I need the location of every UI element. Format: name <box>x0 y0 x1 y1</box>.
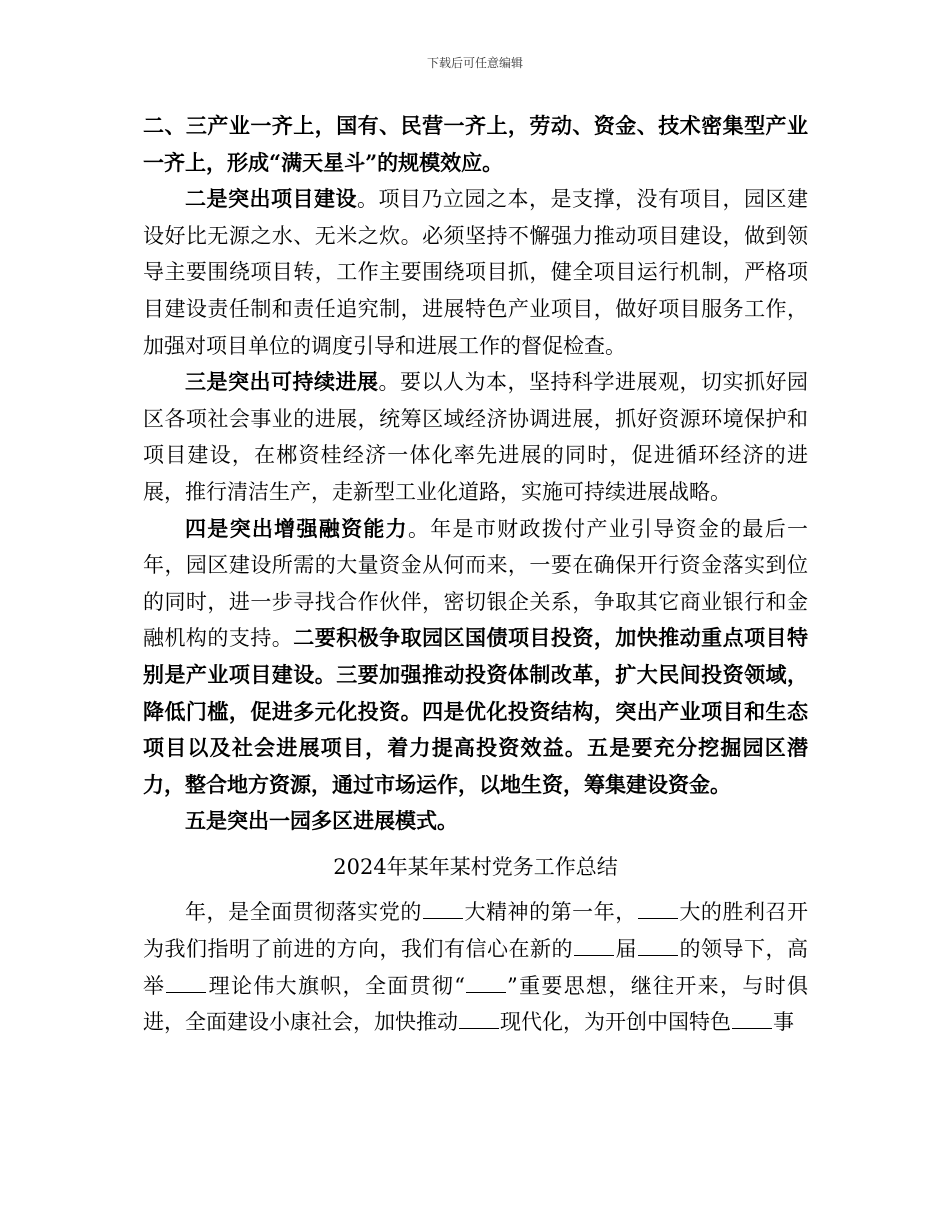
paragraph-1 <box>143 108 808 181</box>
paragraph-5 <box>143 803 808 840</box>
paragraph-3-heading: 三是突出可持续进展 <box>185 369 379 395</box>
p6-seg-8: 现代化，为开创中国特色 <box>500 1010 731 1035</box>
blank-line <box>423 900 463 919</box>
p6-seg-3: 大的胜利召开为我们指明了前进的方向，我们有信心在新的 <box>143 900 809 962</box>
section-title: 2024年某年某村党务工作总结 <box>333 854 618 879</box>
document-body <box>143 108 808 1041</box>
blank-line <box>466 974 506 993</box>
paragraph-2 <box>143 181 808 364</box>
paragraph-4 <box>143 511 808 804</box>
blank-line <box>166 974 206 993</box>
p6-seg-6: 理论伟大旗帜，全面贯彻“ <box>207 973 465 998</box>
p6-seg-9: 事 <box>773 1010 794 1035</box>
paragraph-4-text: 。年是市财政拨付产业引导资金的最后一年，园区建设所需的大量资金从何而来，一要在确保开行资金落实到位的同时，进一步寻找合作伙伴，密切银企关系，争取其它商业银行和金融机构的支持。 <box>143 516 809 651</box>
p6-seg-5: 的领导下，高举 <box>143 937 808 998</box>
p6-seg-4: 届 <box>615 937 637 962</box>
p6-seg-1: 年，是全面贯彻落实党的 <box>185 900 422 925</box>
blank-line <box>459 1010 499 1029</box>
paragraph-2-text: 。项目乃立园之本，是支撑，没有项目，园区建设好比无源之水、无米之炊。必须坚持不懈强力推动项目建设，做到领导主要围绕项目转，工作主要围绕项目抓，健全项目运行机制，严格项目建设责任制和责任追究制，进展特色产业项目，做好项目服务工作，加强对项目单位的调度引导和进展工作的督促检查。 <box>143 187 808 358</box>
blank-line <box>638 900 678 919</box>
paragraph-2-heading: 二是突出项目建设 <box>185 186 357 212</box>
paragraph-1-text: 二、三产业一齐上，国有、民营一齐上，劳动、资金、技术密集型产业一齐上，形成“满天星斗”的规模效应。 <box>143 113 808 175</box>
paragraph-4-heading: 四是突出增强融资能力 <box>185 515 408 541</box>
paragraph-5-text: 五是突出一园多区进展模式。 <box>185 808 458 834</box>
blank-line <box>574 937 614 956</box>
p6-seg-7: ”重要思想，继往开来，与时俱进，全面建设小康社会，加快推动 <box>143 973 808 1035</box>
paragraph-4-bold-text: 二要积极争取园区国债项目投资，加快推动重点项目特别是产业项目建设。三要加强推动投资体制改革，扩大民间投资领域，降低门槛，促进多元化投资。四是优化投资结构，突出产业项目和生态项目以及社会进展项目，着力提高投资效益。五是要充分挖掘园区潜力，整合地方资源，通过市场运作，以地生资，筹集建设资金。 <box>143 625 809 797</box>
page-header: 下载后可任意编辑 <box>426 56 523 70</box>
p6-seg-2: 大精神的第一年， <box>463 900 637 925</box>
paragraph-6 <box>143 894 808 1040</box>
paragraph-3-text: 。要以人为本，坚持科学进展观，切实抓好园区各项社会事业的进展，统筹区域经济协调进展，抓好资源环境保护和项目建设，在郴资桂经济一体化率先进展的同时，促进循环经济的进展，推行清洁生产，走新型工业化道路，实施可持续进展战略。 <box>143 370 808 504</box>
blank-line <box>638 937 678 956</box>
blank-line <box>732 1010 772 1029</box>
paragraph-3 <box>143 364 808 510</box>
